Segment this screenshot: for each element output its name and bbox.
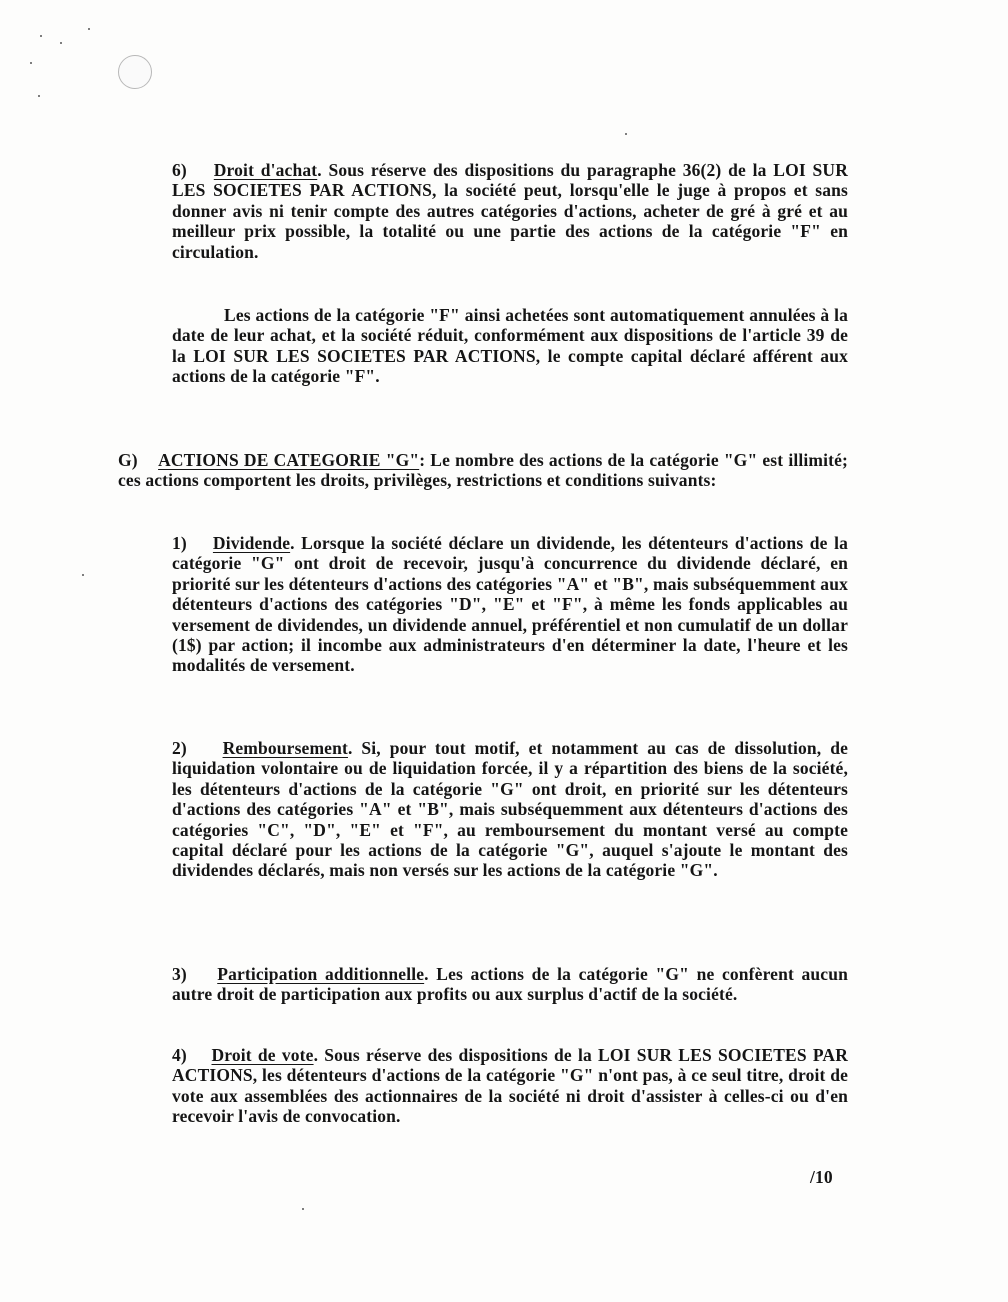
item-text: . Lorsque la société déclare un dividende, les détenteurs d'actions de la catégorie "G" ont droit de recevoir, jusqu'à concurrence du dividende déclaré, en priorité sur les détenteurs d'actions des catégories "A" et "B", mais subséquemment aux détenteurs d'actions des catégories "D", "E" et "F", à même les fonds applicables au versement de dividendes, un dividende annuel, préférentiel et non cumulatif de un dollar (1$) par action; il incombe aux administrateurs d'en déterminer la date, l'heure et les modalités de versement. — [172, 533, 848, 676]
item-title: Participation additionnelle — [217, 964, 425, 984]
item-number: 1) — [172, 533, 187, 553]
punch-hole — [118, 55, 152, 89]
item-number: 6) — [172, 160, 187, 180]
scan-speck — [82, 574, 84, 576]
g-item-2 — [172, 738, 848, 881]
section-text: : Le nombre des actions de la catégorie "G" est illimité; ces actions comportent les droits, privilèges, restrictions et conditions suivants: — [118, 450, 848, 491]
item-title: Droit de vote — [211, 1045, 314, 1065]
scan-speck — [625, 133, 627, 135]
scan-speck — [40, 35, 42, 37]
g-item-4 — [172, 1045, 848, 1127]
g-item-3 — [172, 964, 848, 1005]
item-title: Remboursement — [222, 738, 348, 758]
scan-speck — [30, 62, 32, 64]
section-g-heading — [118, 450, 848, 491]
section-title: ACTIONS DE CATEGORIE "G" — [158, 450, 420, 470]
item-number: 4) — [172, 1045, 187, 1065]
scan-speck — [302, 1208, 304, 1210]
item-text: . Sous réserve des dispositions de la LOI SUR LES SOCIETES PAR ACTIONS, les détenteurs d'actions de la catégorie "G" n'ont pas, à ce seul titre, droit de vote aux assemblées des actionnaires de la société ni droit d'assister à celles-ci ou d'en recevoir l'avis de convocation. — [172, 1045, 848, 1127]
item-text: Les actions de la catégorie "F" ainsi achetées sont automatiquement annulées à la date de leur achat, et la société réduit, conformément aux dispositions de l'article 39 de la LOI SUR LES SOCIETES PAR ACTIONS, le compte capital déclaré afférent aux actions de la catégorie "F". — [172, 305, 848, 387]
g-item-1 — [172, 533, 848, 676]
item-text: . Les actions de la catégorie "G" ne confèrent aucun autre droit de participation aux profits ou aux surplus d'actif de la société. — [172, 964, 848, 1005]
section-6-paragraph — [172, 160, 848, 262]
scan-speck — [60, 42, 62, 44]
item-text: . Si, pour tout motif, et notamment au cas de dissolution, de liquidation volontaire ou de liquidation forcée, il y a répartition des biens de la société, les détenteurs d'actions de la catégorie "G" ont droit, en priorité sur les détenteurs d'actions des catégories "A" et "B", mais subséquemment aux détenteurs d'actions des catégories "C", "D", "E" et "F", au remboursement du montant versé au compte capital déclaré pour les actions de la catégorie "G", auquel s'ajoute le montant des dividendes déclarés, mais non versés sur les actions de la catégorie "G". — [172, 738, 848, 881]
item-number: 3) — [172, 964, 187, 984]
item-title: Droit d'achat — [213, 160, 318, 180]
page-number: /10 — [810, 1167, 833, 1187]
item-text: . Sous réserve des dispositions du paragraphe 36(2) de la LOI SUR LES SOCIETES PAR ACTIONS, la société peut, lorsqu'elle le juge à propos et sans donner avis ni tenir compte des autres catégories d'actions, acheter de gré à gré et au meilleur prix possible, la totalité ou une partie des actions de la catégorie "F" en circulation. — [172, 160, 848, 262]
item-number: 2) — [172, 738, 187, 758]
scan-speck — [88, 28, 90, 30]
scan-speck — [38, 95, 40, 97]
item-title: Dividende — [212, 533, 291, 553]
section-label: G) — [118, 450, 138, 470]
section-6-paragraph-2 — [172, 305, 848, 387]
